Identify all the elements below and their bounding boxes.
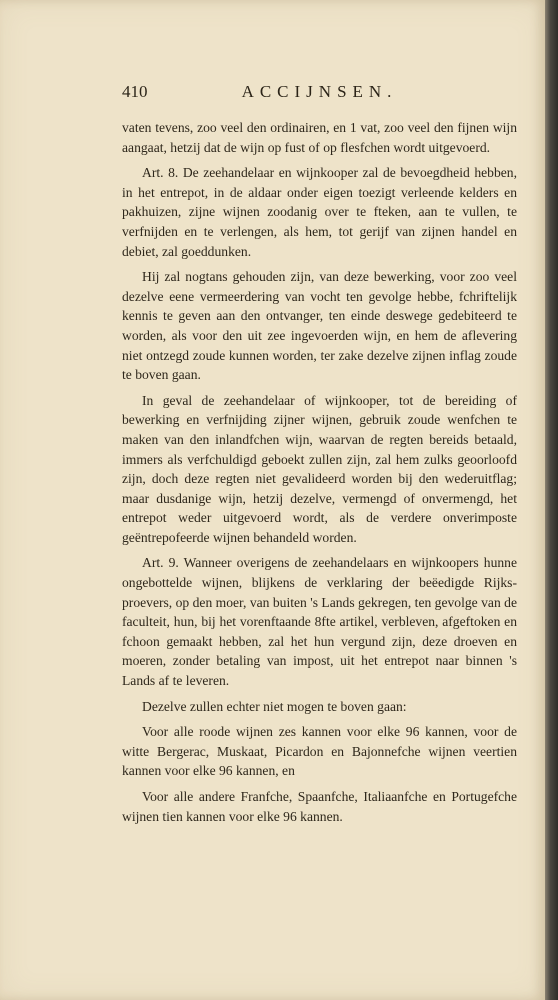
paragraph: Voor alle roode wijnen zes kannen voor elke 96 kannen, voor de witte Bergerac, Muskaat, Picardon en Bajonnefche wijnen veertien kannen voor elke 96 kannen, en xyxy=(122,724,517,779)
page-edge xyxy=(545,0,558,1000)
page-header xyxy=(122,82,517,108)
paragraph: Dezelve zullen echter niet mogen te boven gaan: xyxy=(142,698,407,714)
paragraph-article-9: Art. 9. Wanneer overigens de zeehandelaars en wijnkoopers hunne ongebottelde wijnen, blijkens de verklaring der beëedigde Rijks-proevers, op den moer, van buiten 's Lands gekregen, ten gevolge van de faculteit, hun, bij het vorenftaande 8fte artikel, verbleven, afgeftoken en fchoon gemaakt hebben, zal het hun vergund zijn, deze droeven en moeren, zonder betaling van impost, uit het entrepot naar binnen 's Lands af te leveren. xyxy=(122,555,517,689)
body-text xyxy=(122,118,517,832)
paragraph-article-8: Art. 8. De zeehandelaar en wijnkooper zal de bevoegdheid hebben, in het entrepot, in de aldaar onder eigen toezigt verleende kelders en pakhuizen, zijne wijnen zoodanig over te fteken, aan te vullen, te verfnijden en te verlengen, als hem, tot gerijf van zijnen handel en debiet, zal goeddunken. xyxy=(122,165,517,259)
paragraph: Hij zal nogtans gehouden zijn, van deze bewerking, voor zoo veel dezelve eene vermeerdering van vocht ten gevolge hebbe, fchriftelijk kennis te geven aan den ontvanger, ten einde deswege gedebiteerd te worden, als voor den uit zee ingevoerden wijn, en hem de aflevering niet ontzegd zoude kunnen worden, ter zake dezelve zijnen inflag zoude te boven gaan. xyxy=(122,269,517,383)
paragraph: Voor alle andere Franfche, Spaanfche, Italiaanfche en Portugefche wijnen tien kannen voor elke 96 kannen. xyxy=(122,789,517,824)
running-head: ACCIJNSEN. xyxy=(241,82,398,101)
paragraph: In geval de zeehandelaar of wijnkooper, tot de bereiding of bewerking en verfnijding zijner wijnen, gebruik zoude wenfchen te maken van den inlandfchen wijn, waarvan de regten bereids betaald, immers als verfchuldigd geboekt zullen zijn, zal hem zulks geoorloofd zijn, doch deze regten niet gevalideerd worden bij den wederuitflag; maar dusdanige wijn, hetzij dezelve, vermengd of onvermengd, het entrepot weder uitgevoerd wordt, als de verdere onverimposte geëntrepofeerde wijnen behandeld worden. xyxy=(122,392,517,545)
paragraph-continuation: vaten tevens, zoo veel den ordinairen, en 1 vat, zoo veel den fijnen wijn aangaat, hetzij dat de wijn op fust of op flesfchen wordt uitgevoerd. xyxy=(122,120,517,155)
page-number: 410 xyxy=(122,82,148,101)
